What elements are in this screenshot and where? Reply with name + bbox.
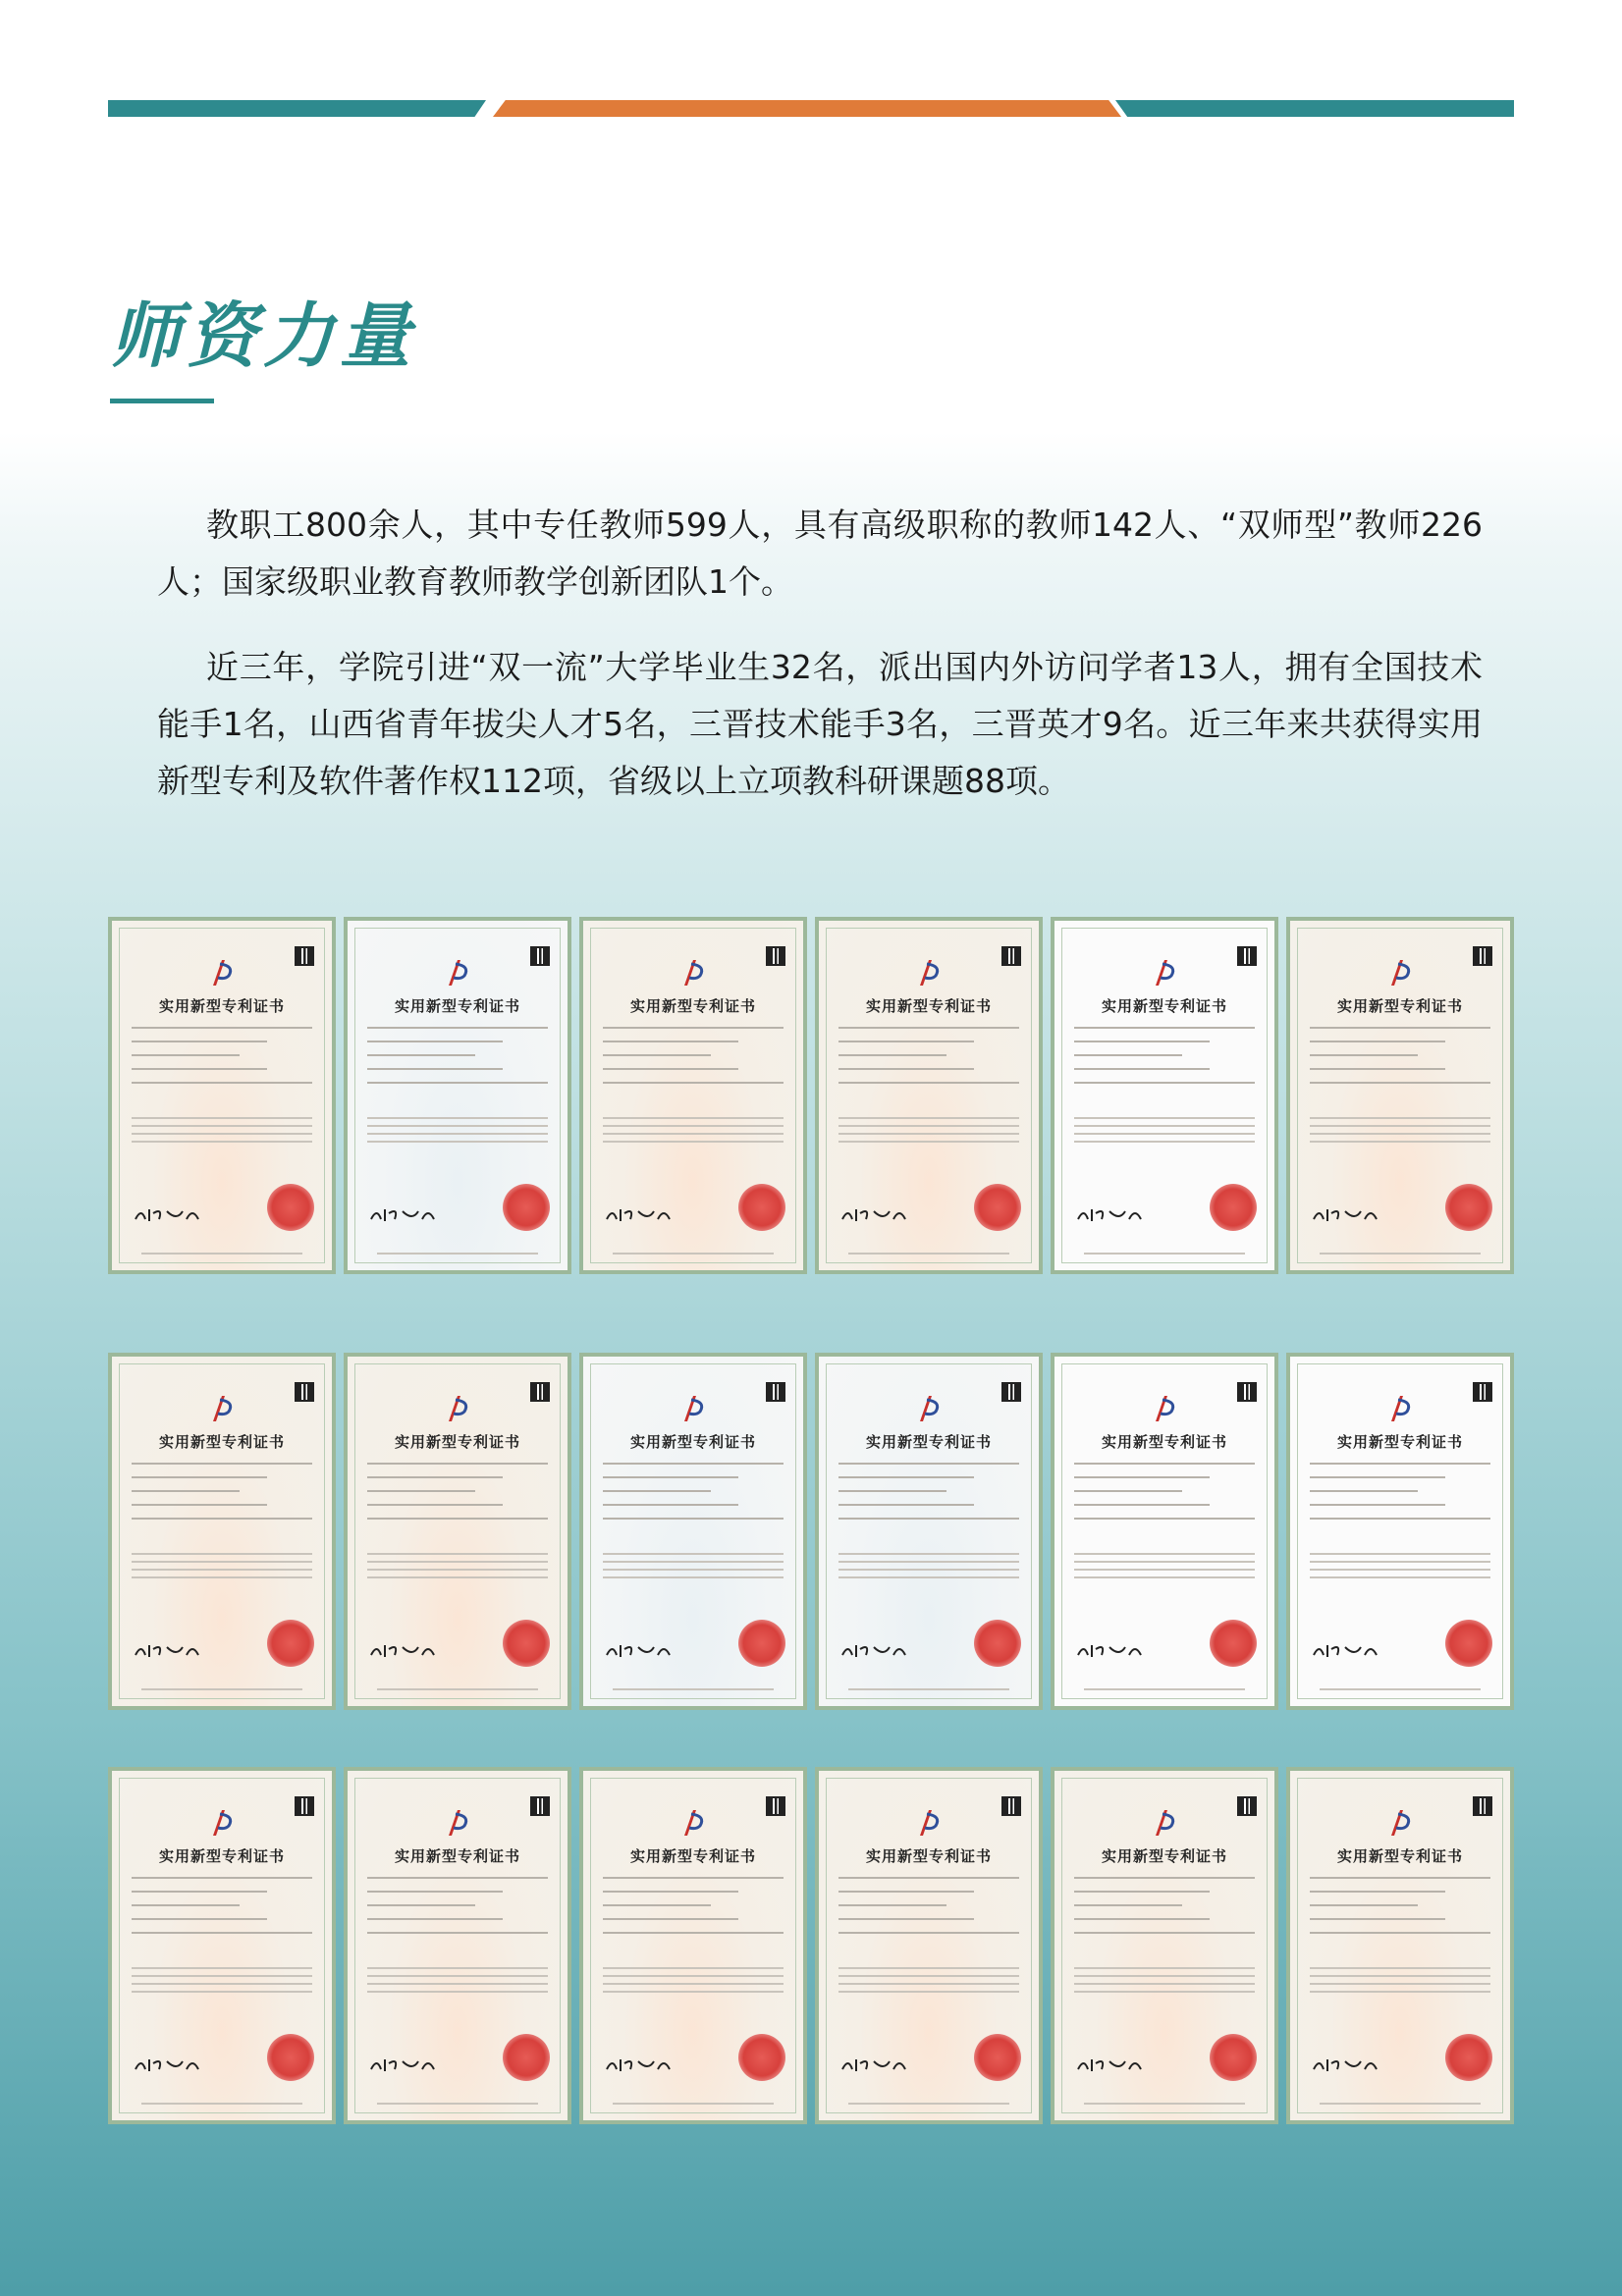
title-underline: [110, 399, 214, 403]
official-seal-icon: [1445, 2034, 1492, 2081]
certificate-title: 实用新型专利证书: [1336, 1433, 1463, 1451]
patent-certificate: [344, 1353, 571, 1710]
top-bar-middle: [493, 100, 1121, 117]
certificate-strip-1: [108, 917, 1514, 1274]
cnipa-logo-icon: [676, 1806, 710, 1840]
certificate-title: 实用新型专利证书: [629, 997, 756, 1015]
intro-paragraph-faculty: 教职工800余人，其中专任教师599人，具有高级职称的教师142人、“双师型”教师226人；国家级职业教育教师教学创新团队1个。: [157, 506, 1483, 601]
patent-certificate: [344, 917, 571, 1274]
cnipa-logo-icon: [912, 1392, 946, 1425]
official-seal-icon: [738, 1184, 785, 1231]
qr-code-icon: [766, 946, 785, 966]
patent-certificate: [1286, 1353, 1514, 1710]
qr-code-icon: [1001, 946, 1021, 966]
top-bar-right: [1115, 100, 1514, 117]
certificate-title: 实用新型专利证书: [1336, 997, 1463, 1015]
patent-certificate: [1286, 917, 1514, 1274]
certificate-title: 实用新型专利证书: [1101, 1847, 1227, 1865]
certificate-title: 实用新型专利证书: [394, 1433, 520, 1451]
qr-code-icon: [530, 1382, 550, 1402]
patent-certificate: [579, 1353, 807, 1710]
signature-icon: [840, 1641, 909, 1659]
official-seal-icon: [267, 2034, 314, 2081]
patent-certificate: [108, 917, 336, 1274]
certificate-title: 实用新型专利证书: [1101, 1433, 1227, 1451]
signature-icon: [369, 1205, 438, 1223]
signature-icon: [1312, 2056, 1380, 2073]
qr-code-icon: [295, 1382, 314, 1402]
patent-certificate: [1051, 917, 1278, 1274]
signature-icon: [369, 2056, 438, 2073]
patent-certificate: [579, 917, 807, 1274]
official-seal-icon: [738, 1620, 785, 1667]
signature-icon: [134, 1205, 202, 1223]
signature-icon: [605, 2056, 674, 2073]
signature-icon: [1312, 1641, 1380, 1659]
signature-icon: [369, 1641, 438, 1659]
intro-paragraph-achievements: 近三年，学院引进“双一流”大学毕业生32名，派出国内外访问学者13人，拥有全国技术能手1名，山西省青年拔尖人才5名，三晋技术能手3名，三晋英才9名。近三年来共获得实用新型专利及软件著作权112项，省级以上立项教科研课题88项。: [157, 648, 1483, 800]
certificate-title: 实用新型专利证书: [158, 997, 285, 1015]
official-seal-icon: [1210, 1620, 1257, 1667]
certificate-title: 实用新型专利证书: [1336, 1847, 1463, 1865]
patent-certificate: [1051, 1353, 1278, 1710]
patent-certificate: [108, 1767, 336, 2124]
page-title: 师资力量: [110, 294, 417, 377]
certificate-title: 实用新型专利证书: [394, 1847, 520, 1865]
official-seal-icon: [503, 1620, 550, 1667]
patent-certificate: [1286, 1767, 1514, 2124]
qr-code-icon: [766, 1796, 785, 1816]
cnipa-logo-icon: [205, 1806, 239, 1840]
official-seal-icon: [267, 1184, 314, 1231]
certificate-title: 实用新型专利证书: [865, 1433, 992, 1451]
qr-code-icon: [295, 1796, 314, 1816]
cnipa-logo-icon: [1148, 1806, 1181, 1840]
qr-code-icon: [1237, 946, 1257, 966]
patent-certificate: [579, 1767, 807, 2124]
top-bar-left: [108, 100, 486, 117]
qr-code-icon: [530, 946, 550, 966]
certificate-title: 实用新型专利证书: [865, 1847, 992, 1865]
cnipa-logo-icon: [441, 956, 474, 989]
qr-code-icon: [295, 946, 314, 966]
signature-icon: [605, 1641, 674, 1659]
cnipa-logo-icon: [441, 1392, 474, 1425]
cnipa-logo-icon: [1383, 1806, 1417, 1840]
qr-code-icon: [1473, 946, 1492, 966]
patent-certificate: [344, 1767, 571, 2124]
patent-certificate: [108, 1353, 336, 1710]
official-seal-icon: [974, 2034, 1021, 2081]
certificate-title: 实用新型专利证书: [158, 1847, 285, 1865]
cnipa-logo-icon: [912, 956, 946, 989]
qr-code-icon: [1237, 1382, 1257, 1402]
certificate-title: 实用新型专利证书: [629, 1433, 756, 1451]
signature-icon: [840, 2056, 909, 2073]
signature-icon: [840, 1205, 909, 1223]
official-seal-icon: [1445, 1184, 1492, 1231]
qr-code-icon: [766, 1382, 785, 1402]
qr-code-icon: [1473, 1796, 1492, 1816]
cnipa-logo-icon: [205, 1392, 239, 1425]
certificate-strip-2: [108, 1353, 1514, 1710]
qr-code-icon: [1237, 1796, 1257, 1816]
cnipa-logo-icon: [912, 1806, 946, 1840]
certificate-title: 实用新型专利证书: [158, 1433, 285, 1451]
cnipa-logo-icon: [1148, 1392, 1181, 1425]
official-seal-icon: [503, 2034, 550, 2081]
qr-code-icon: [530, 1796, 550, 1816]
cnipa-logo-icon: [1148, 956, 1181, 989]
cnipa-logo-icon: [1383, 956, 1417, 989]
signature-icon: [1312, 1205, 1380, 1223]
official-seal-icon: [1210, 1184, 1257, 1231]
official-seal-icon: [738, 2034, 785, 2081]
cnipa-logo-icon: [676, 956, 710, 989]
certificate-title: 实用新型专利证书: [394, 997, 520, 1015]
patent-certificate: [815, 917, 1043, 1274]
official-seal-icon: [1210, 2034, 1257, 2081]
signature-icon: [134, 2056, 202, 2073]
cnipa-logo-icon: [205, 956, 239, 989]
certificate-strip-3: [108, 1767, 1514, 2124]
official-seal-icon: [974, 1620, 1021, 1667]
qr-code-icon: [1001, 1796, 1021, 1816]
certificate-title: 实用新型专利证书: [1101, 997, 1227, 1015]
qr-code-icon: [1473, 1382, 1492, 1402]
signature-icon: [1076, 1205, 1145, 1223]
cnipa-logo-icon: [441, 1806, 474, 1840]
patent-certificate: [815, 1767, 1043, 2124]
qr-code-icon: [1001, 1382, 1021, 1402]
signature-icon: [1076, 2056, 1145, 2073]
cnipa-logo-icon: [676, 1392, 710, 1425]
patent-certificate: [1051, 1767, 1278, 2124]
official-seal-icon: [974, 1184, 1021, 1231]
cnipa-logo-icon: [1383, 1392, 1417, 1425]
certificate-title: 实用新型专利证书: [629, 1847, 756, 1865]
official-seal-icon: [267, 1620, 314, 1667]
patent-certificate: [815, 1353, 1043, 1710]
signature-icon: [1076, 1641, 1145, 1659]
certificate-title: 实用新型专利证书: [865, 997, 992, 1015]
signature-icon: [605, 1205, 674, 1223]
official-seal-icon: [1445, 1620, 1492, 1667]
signature-icon: [134, 1641, 202, 1659]
official-seal-icon: [503, 1184, 550, 1231]
